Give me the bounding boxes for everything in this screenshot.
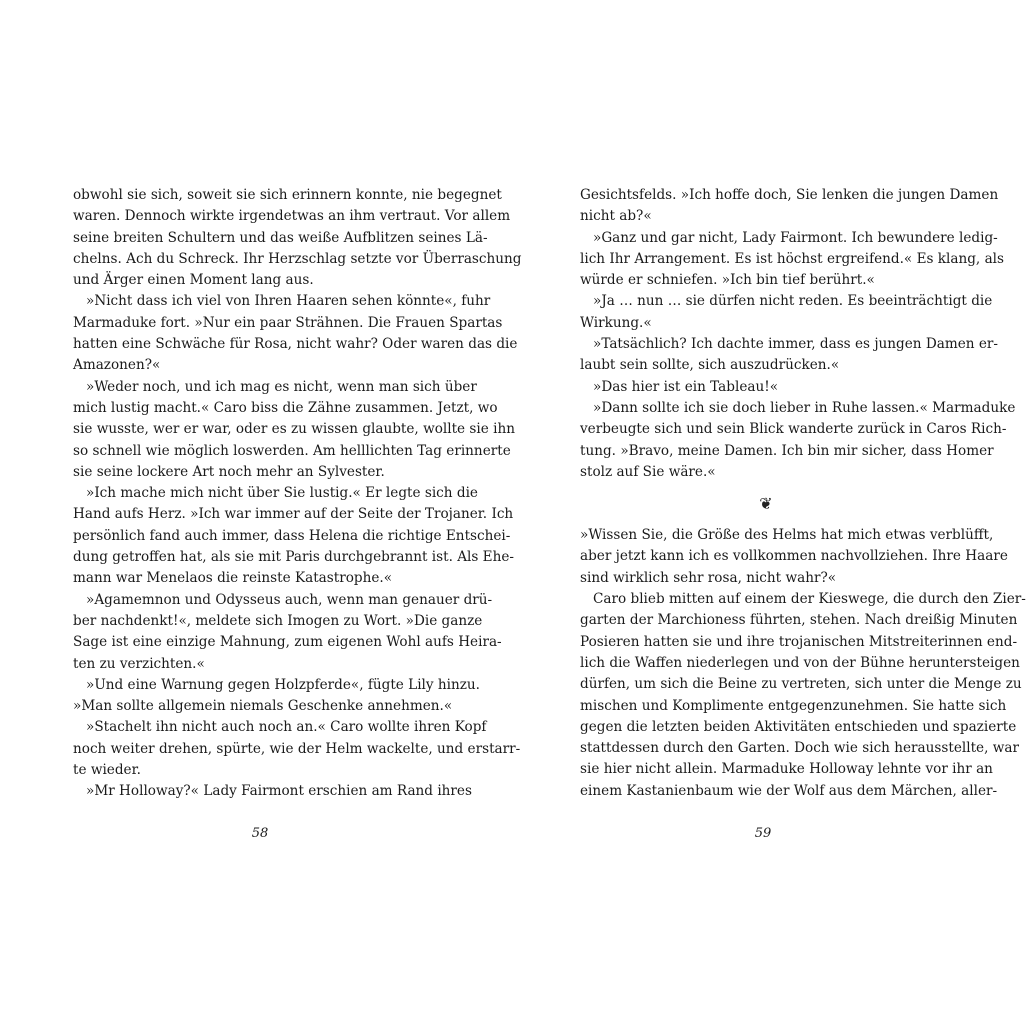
- text-line: »Weder noch, und ich mag es nicht, wenn man sich über: [86, 378, 477, 395]
- text-line: ten zu verzichten.«: [73, 655, 205, 672]
- text-line: Gesichtsfelds. »Ich hoffe doch, Sie lenken die jungen Damen: [580, 187, 999, 203]
- text-line: »Ganz und gar nicht, Lady Fairmont. Ich bewundere ledig-: [593, 229, 998, 246]
- text-line: sie seine lockere Art noch mehr an Sylvester.: [73, 463, 385, 480]
- text-line: »Und eine Warnung gegen Holzpferde«, fügte Lily hinzu.: [86, 676, 480, 693]
- text-line: mischen und Komplimente entgegenzunehmen. Sie hatte sich: [580, 697, 1007, 714]
- text-line: mann war Menelaos die reinste Katastrophe.«: [73, 570, 393, 587]
- text-line: stattdessen durch den Garten. Doch wie sich herausstellte, war: [580, 740, 1019, 757]
- text-line: laubt sein sollte, sich auszudrücken.«: [580, 357, 840, 374]
- text-line: »Tatsächlich? Ich dachte immer, dass es jungen Damen er-: [593, 336, 999, 353]
- text-line: »Wissen Sie, die Größe des Helms hat mich etwas verblüfft,: [580, 527, 994, 544]
- text-line: Wirkung.«: [580, 314, 652, 331]
- text-line: einem Kastanienbaum wie der Wolf aus dem Märchen, aller-: [580, 782, 998, 799]
- text-line: »Nicht dass ich viel von Ihren Haaren sehen könnte«, fuhr: [86, 293, 491, 310]
- text-line: Amazonen?«: [73, 357, 161, 374]
- text-line: Caro blieb mitten auf einem der Kieswege, die durch den Zier-: [593, 591, 1026, 608]
- text-line: Marmaduke fort. »Nur ein paar Strähnen. Die Frauen Spartas: [73, 314, 503, 331]
- text-line: waren. Dennoch wirkte irgendetwas an ihm vertraut. Vor allem: [73, 208, 511, 225]
- text-line: Posieren hatten sie und ihre trojanischen Mitstreiterinnen end-: [580, 633, 1018, 650]
- text-line: »Ich mache mich nicht über Sie lustig.« Er legte sich die: [86, 485, 478, 502]
- text-line: »Dann sollte ich sie doch lieber in Ruhe lassen.« Marmaduke: [593, 399, 1016, 416]
- text-line: dürfen, um sich die Beine zu vertreten, sich unter die Menge zu: [580, 676, 1022, 693]
- left-page-body: [73, 185, 522, 803]
- text-line: garten der Marchioness führten, stehen. Nach dreißig Minuten: [580, 612, 1018, 629]
- text-line: chelns. Ach du Schreck. Ihr Herzschlag setzte vor Überraschung: [73, 250, 522, 267]
- text-line: persönlich fand auch immer, dass Helena die richtige Entschei-: [73, 527, 511, 544]
- left-page-number: 58: [251, 826, 269, 841]
- text-line: »Stachelt ihn nicht auch noch an.« Caro wollte ihren Kopf: [86, 719, 487, 736]
- text-line: sie wusste, wer er war, oder es zu wissen glaubte, wollte sie ihn: [73, 421, 515, 438]
- right-page-number: 59: [754, 826, 772, 841]
- text-line: lich die Waffen niederlegen und von der Bühne heruntersteigen: [580, 654, 1020, 671]
- text-line: tung. »Bravo, meine Damen. Ich bin mir sicher, dass Homer: [580, 442, 994, 459]
- text-line: aber jetzt kann ich es vollkommen nachvollziehen. Ihre Haare: [580, 548, 1008, 565]
- text-line: verbeugte sich und sein Blick wanderte zurück in Caros Rich-: [580, 421, 1007, 438]
- text-line: und Ärger einen Moment lang aus.: [73, 272, 314, 289]
- text-line: »Mr Holloway?« Lady Fairmont erschien am Rand ihres: [86, 783, 472, 800]
- text-line: te wieder.: [73, 762, 141, 779]
- text-line: würde er schniefen. »Ich bin tief berührt.«: [580, 272, 875, 289]
- text-line: Hand aufs Herz. »Ich war immer auf der Seite der Trojaner. Ich: [73, 506, 514, 523]
- text-line: dung getroffen hat, als sie mit Paris durchgebrannt ist. Als Ehe-: [73, 549, 514, 566]
- text-line: lich Ihr Arrangement. Es ist höchst ergreifend.« Es klang, als: [580, 250, 1005, 267]
- text-line: »Man sollte allgemein niemals Geschenke annehmen.«: [73, 698, 453, 715]
- section-break-ornament-icon: ❦: [759, 494, 773, 514]
- text-line: noch weiter drehen, spürte, wie der Helm wackelte, und erstarr-: [73, 740, 521, 757]
- text-line: gegen die letzten beiden Aktivitäten entschieden und spazierte: [580, 718, 1017, 735]
- text-line: seine breiten Schultern und das weiße Aufblitzen seines Lä-: [73, 229, 488, 246]
- text-line: hatten eine Schwäche für Rosa, nicht wahr? Oder waren das die: [73, 336, 518, 353]
- text-line: »Ja … nun … sie dürfen nicht reden. Es beeinträchtigt die: [593, 293, 993, 310]
- text-line: Sage ist eine einzige Mahnung, zum eigenen Wohl aufs Heira-: [73, 634, 502, 651]
- text-line: ber nachdenkt!«, meldete sich Imogen zu Wort. »Die ganze: [73, 612, 483, 629]
- text-line: so schnell wie möglich loswerden. Am helllichten Tag erinnerte: [73, 442, 511, 459]
- text-line: stolz auf Sie wäre.«: [580, 463, 716, 480]
- text-line: »Das hier ist ein Tableau!«: [593, 378, 779, 395]
- text-line: sie hier nicht allein. Marmaduke Holloway lehnte vor ihr an: [580, 761, 993, 778]
- text-line: nicht ab?«: [580, 208, 652, 225]
- text-line: »Agamemnon und Odysseus auch, wenn man genauer drü-: [86, 591, 493, 608]
- text-line: mich lustig macht.« Caro biss die Zähne zusammen. Jetzt, wo: [73, 399, 498, 416]
- text-line: obwohl sie sich, soweit sie sich erinnern konnte, nie begegnet: [73, 187, 502, 203]
- text-line: sind wirklich sehr rosa, nicht wahr?«: [580, 569, 837, 586]
- right-page-body: [580, 185, 1026, 802]
